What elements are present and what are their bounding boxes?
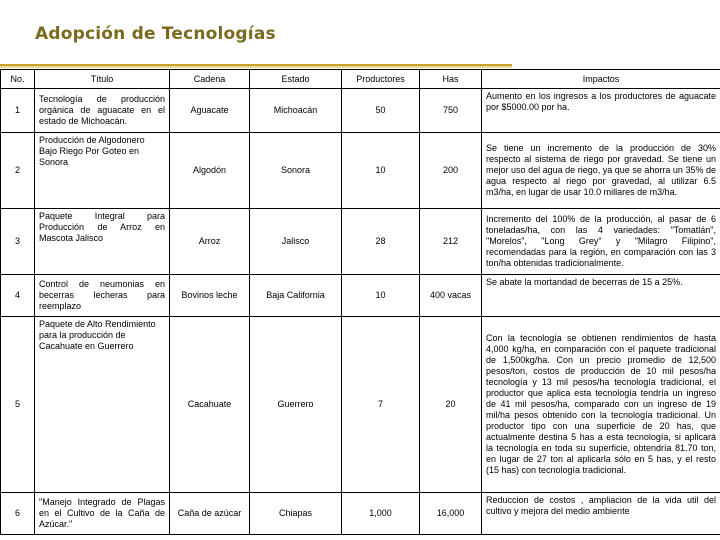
cell-no: 5 bbox=[1, 317, 35, 493]
cell-titulo: Control de neumonias en becerras lecheras para reemplazo bbox=[35, 275, 170, 317]
cell-estado: Jalisco bbox=[250, 209, 342, 275]
cell-titulo: Producción de Algodonero Bajo Riego Por Goteo en Sonora bbox=[35, 133, 170, 209]
cell-impactos: Con la tecnología se obtienen rendimientos de hasta 4,000 kg/ha, en comparación con el paquete tradicional de 1,500kg/ha. Con un precio promedio de 12,500 pesos/ton, costos de producción de 10 mil pesos/ha tecnología y 13 mil pesos/ha tecnología tradicional, el productor que aplica esta tecnología tendría un ingreso de 41 mil pesos/ha, comparado con un ingreso de 19 mil/ha pesos obtenido con la tecnología tradicional. Un productor tipo con una superficie de 20 has, que actualmente destina 5 has a esta tecnología, si aplicará la tecnología en toda su superficie, obtendría 81.70 ton, en lugar de 27 ton al aplicarla sólo en 5 has, y el resto (15 has) con tecnología tradicional. bbox=[482, 317, 720, 493]
cell-impactos: Aumento en los ingresos a los productores de aguacate por $5000.00 por ha. bbox=[482, 89, 720, 133]
cell-estado: Michoacán bbox=[250, 89, 342, 133]
cell-productores: 50 bbox=[342, 89, 420, 133]
cell-has: 750 bbox=[420, 89, 482, 133]
title-underline-shadow bbox=[0, 66, 512, 68]
cell-no: 1 bbox=[1, 89, 35, 133]
cell-no: 4 bbox=[1, 275, 35, 317]
table-row bbox=[1, 133, 720, 209]
cell-productores: 1,000 bbox=[342, 493, 420, 535]
cell-cadena: Bovinos leche bbox=[170, 275, 250, 317]
cell-no: 3 bbox=[1, 209, 35, 275]
cell-cadena: Aguacate bbox=[170, 89, 250, 133]
table-row bbox=[1, 209, 720, 275]
cell-productores: 28 bbox=[342, 209, 420, 275]
cell-has: 16,000 bbox=[420, 493, 482, 535]
table-row bbox=[1, 275, 720, 317]
cell-no: 6 bbox=[1, 493, 35, 535]
table-row bbox=[1, 493, 720, 535]
cell-has: 212 bbox=[420, 209, 482, 275]
table-header-row bbox=[1, 70, 720, 89]
cell-cadena: Caña de azúcar bbox=[170, 493, 250, 535]
cell-productores: 10 bbox=[342, 133, 420, 209]
cell-impactos: Se abate la mortandad de becerras de 15 a 25%. bbox=[482, 275, 720, 317]
cell-estado: Guerrero bbox=[250, 317, 342, 493]
cell-impactos: Incremento del 100% de la producción, al pasar de 6 toneladas/ha, con las 4 variedades: "Tomatlán", "Morelos", "Long Grey" y "Milagro Filipino", recomendadas para la región, en comparación con las 3 ton/ha obtenidas tradicionalmente. bbox=[482, 209, 720, 275]
technology-adoption-table bbox=[0, 69, 720, 535]
cell-has: 400 vacas bbox=[420, 275, 482, 317]
cell-cadena: Cacahuate bbox=[170, 317, 250, 493]
cell-estado: Baja California bbox=[250, 275, 342, 317]
header-cadena: Cadena bbox=[170, 70, 250, 89]
cell-has: 200 bbox=[420, 133, 482, 209]
table-row bbox=[1, 317, 720, 493]
header-productores: Productores bbox=[342, 70, 420, 89]
cell-estado: Chiapas bbox=[250, 493, 342, 535]
header-estado: Estado bbox=[250, 70, 342, 89]
cell-estado: Sonora bbox=[250, 133, 342, 209]
cell-impactos: Se tiene un incremento de la producción de 30% respecto al sistema de riego por gravedad. Se tiene un mejor uso del agua de riego, ya que se ahorra un 35% de agua respecto al riego por gravedad, al utilizar 6.5 m3/ha, en lugar de usar 10.0 millares de m3/ha. bbox=[482, 133, 720, 209]
page-title: Adopción de Tecnologías bbox=[35, 24, 276, 44]
cell-impactos: Reduccion de costos , ampliacion de la vida util del cultivo y mejora del medio ambiente bbox=[482, 493, 720, 535]
cell-titulo: Tecnología de producción orgánica de aguacate en el estado de Michoacán. bbox=[35, 89, 170, 133]
cell-has: 20 bbox=[420, 317, 482, 493]
header-titulo: Título bbox=[35, 70, 170, 89]
cell-cadena: Arroz bbox=[170, 209, 250, 275]
cell-productores: 10 bbox=[342, 275, 420, 317]
cell-no: 2 bbox=[1, 133, 35, 209]
table-row bbox=[1, 89, 720, 133]
cell-titulo: "Manejo Integrado de Plagas en el Cultivo de la Caña de Azúcar." bbox=[35, 493, 170, 535]
cell-cadena: Algodón bbox=[170, 133, 250, 209]
header-has: Has bbox=[420, 70, 482, 89]
cell-productores: 7 bbox=[342, 317, 420, 493]
cell-titulo: Paquete de Alto Rendimiento para la producción de Cacahuate en Guerrero bbox=[35, 317, 170, 493]
header-no: No. bbox=[1, 70, 35, 89]
header-impactos: Impactos bbox=[482, 70, 720, 89]
cell-titulo: Paquete Integral para Producción de Arroz en Mascota Jalisco bbox=[35, 209, 170, 275]
